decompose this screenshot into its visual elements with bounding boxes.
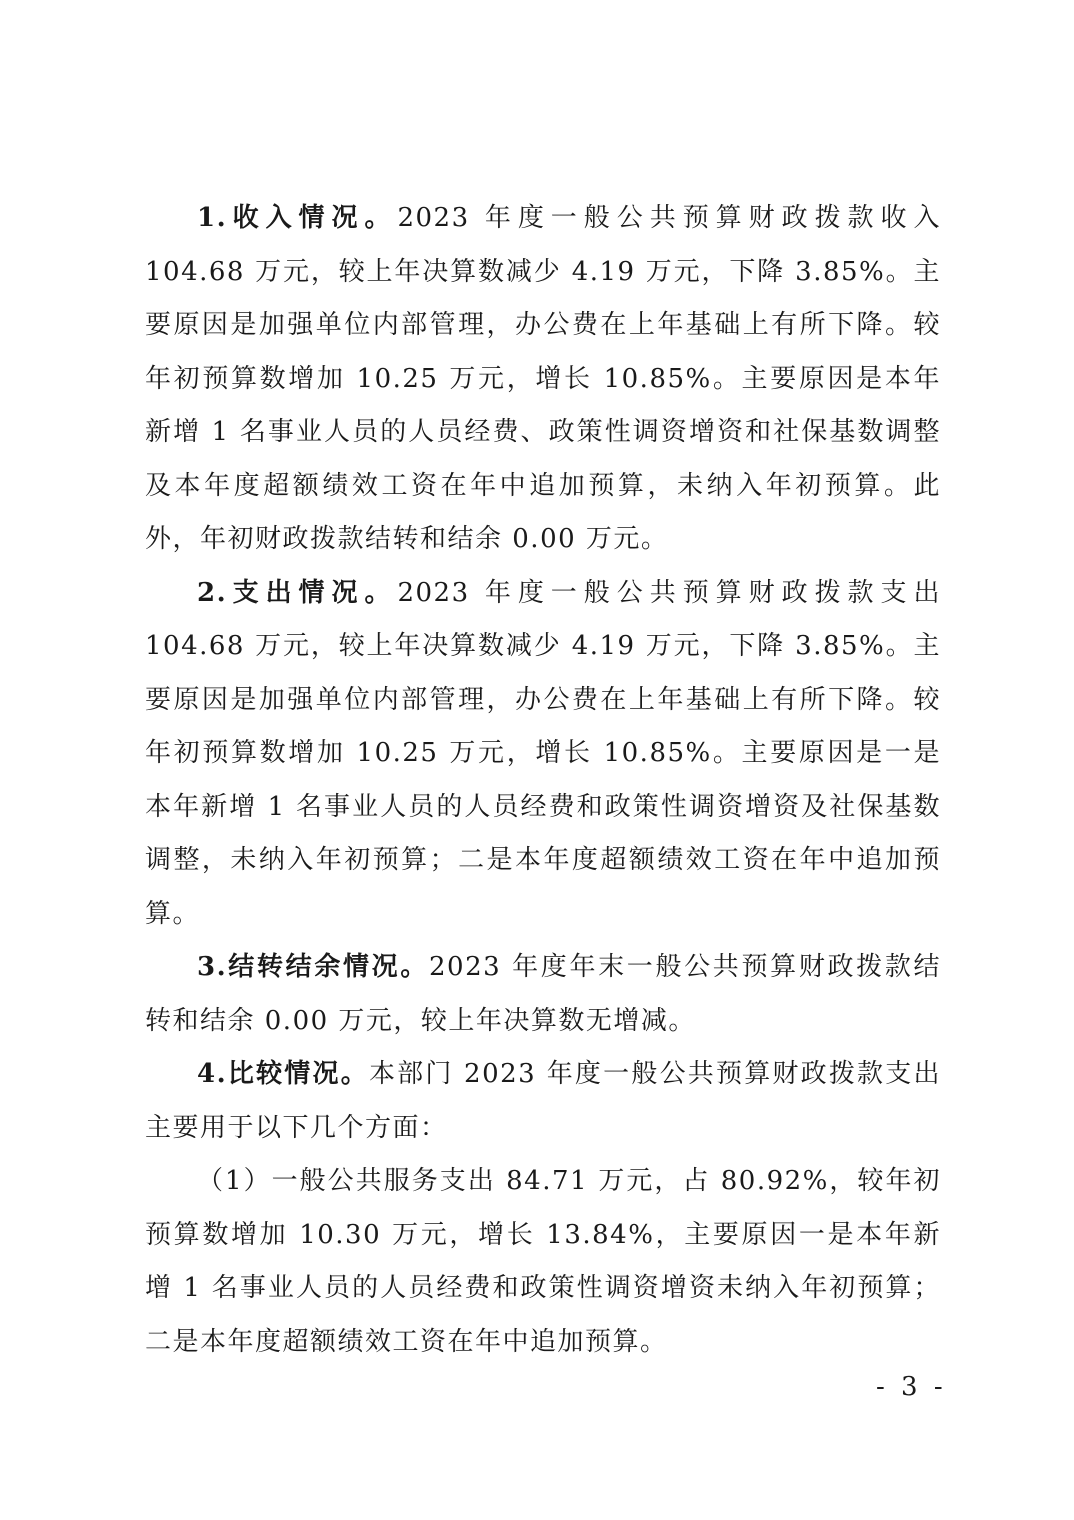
paragraph-carryover-text: 2023 年度年末一般公共预算财政拨款结转和结余 0.00 万元，较上年决算数无增减。 — [145, 952, 941, 1036]
heading-income: 1.收入情况。 — [197, 203, 398, 233]
paragraph-expenditure-text: 2023 年度一般公共预算财政拨款支出 104.68 万元，较上年决算数减少 4.19 万元，下降 3.85%。主要原因是加强单位内部管理，办公费在上年基础上有所下降。较年初预算数增加 10.25 万元，增长 10.85%。主要原因是一是本年新增 1 名事业人员的人员经费和政策性调资增资及社保基数调整，未纳入年初预算；二是本年度超额绩效工资在年中追加预算。 — [145, 577, 941, 929]
heading-expenditure: 2.支出情况。 — [197, 577, 398, 608]
paragraph-expenditure — [145, 567, 941, 942]
heading-carryover: 3.结转结余情况。 — [197, 952, 430, 982]
paragraph-comparison-text: 本部门 2023 年度一般公共预算财政拨款支出主要用于以下几个方面： — [145, 1059, 941, 1143]
paragraph-comparison — [145, 1048, 941, 1155]
paragraph-general-public-services: （1）一般公共服务支出 84.71 万元，占 80.92%，较年初预算数增加 10.30 万元，增长 13.84%，主要原因一是本年新增 1 名事业人员的人员经费和政策性调资增资未纳入年初预算；二是本年度超额绩效工资在年中追加预算。 — [145, 1166, 941, 1357]
paragraph-carryover — [145, 941, 941, 1048]
heading-comparison: 4.比较情况。 — [197, 1059, 369, 1089]
page-number: - 3 - — [876, 1372, 947, 1402]
paragraph-income — [145, 192, 941, 567]
paragraph-income-text: 2023 年度一般公共预算财政拨款收入 104.68 万元，较上年决算数减少 4.19 万元，下降 3.85%。主要原因是加强单位内部管理，办公费在上年基础上有所下降。较年初预算数增加 10.25 万元，增长 10.85%。主要原因是本年新增 1 名事业人员的人员经费、政策性调资增资和社保基数调整及本年度超额绩效工资在年中追加预算，未纳入年初预算。此外，年初财政拨款结转和结余 0.00 万元。 — [145, 203, 941, 554]
document-body — [145, 192, 941, 1369]
